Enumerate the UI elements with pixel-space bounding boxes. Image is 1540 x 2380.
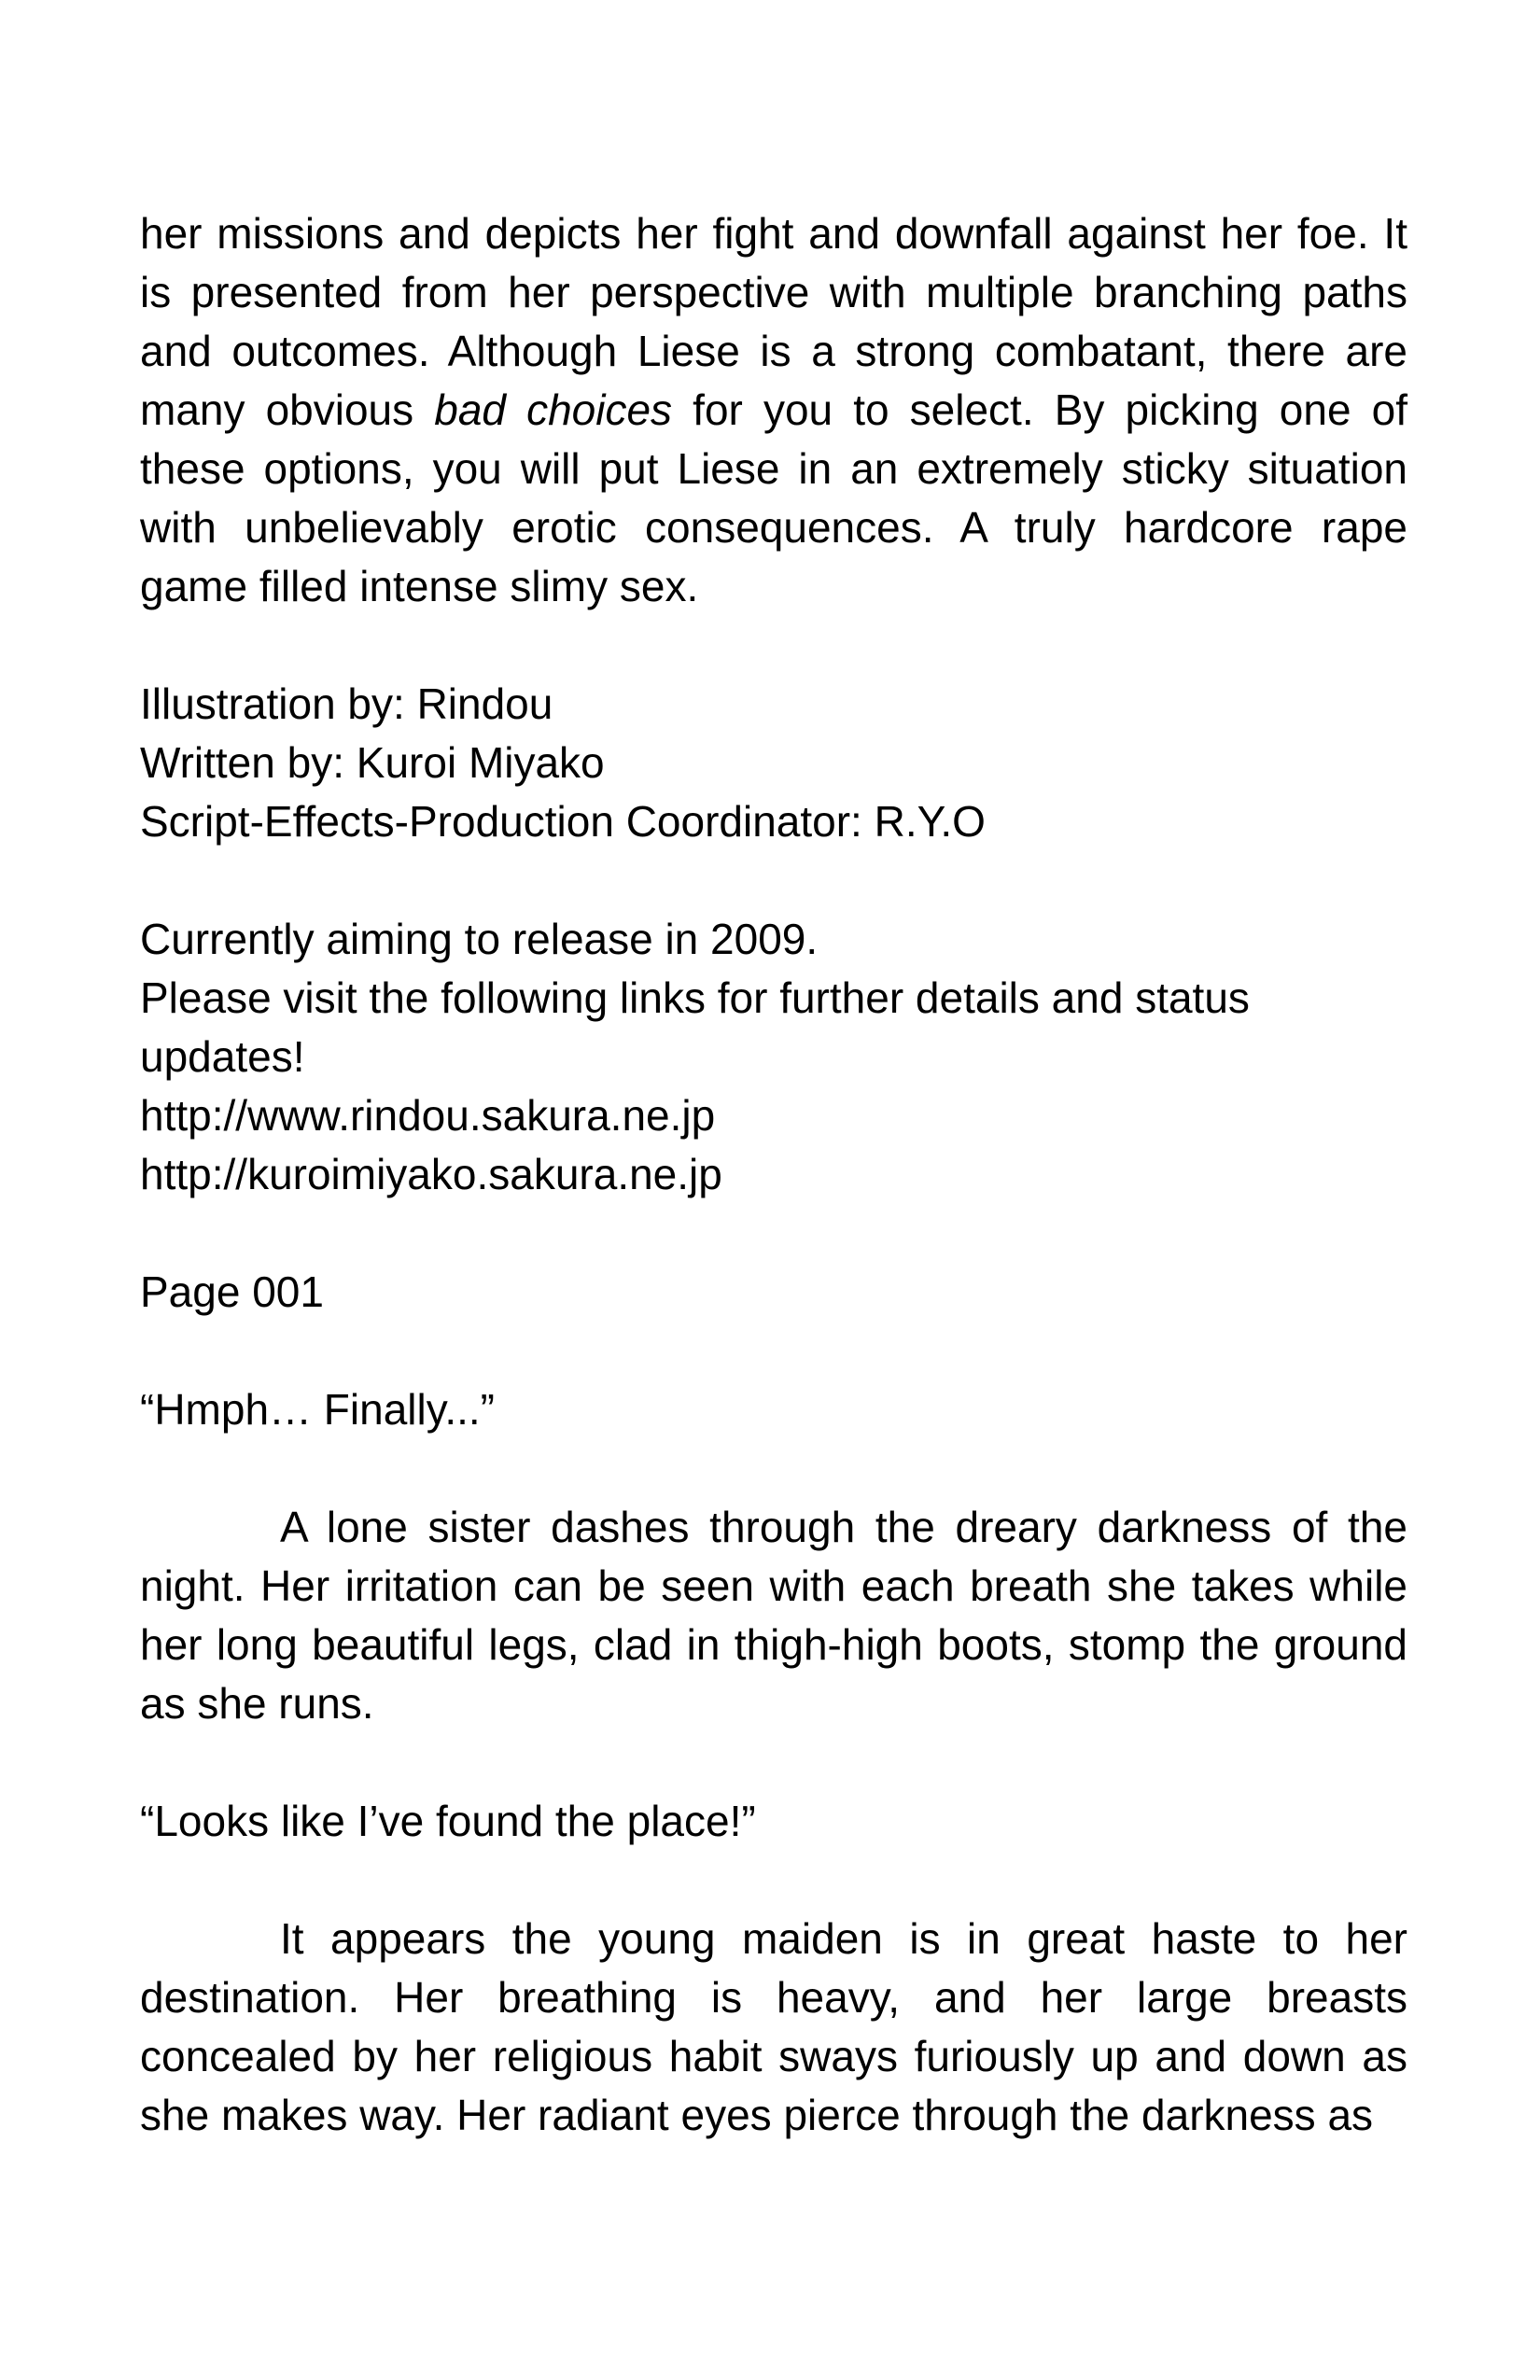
dialogue-line-2: “Looks like I’ve found the place!” [140,1797,756,1845]
narration-paragraph-2: It appears the young maiden is in great haste to her destination. Her breathing is heavy, and her large breasts concealed by her religious habit sways furiously up and down as she makes way. Her radiant eyes pierce through the darkness as [140,1914,1407,2139]
release-links-note: Please visit the following links for further details and status updates! [140,973,1250,1081]
intro-text-before: her missions and depicts her fight and downfall against her foe. It is presented from her perspective with multiple branching paths and outcomes. Although Liese is a strong combatant, there are many obvious [140,209,1407,434]
release-link-rindou: http://www.rindou.sakura.ne.jp [140,1091,716,1140]
narration-paragraph-1: A lone sister dashes through the dreary darkness of the night. Her irritation can be seen with each breath she takes while her long beautiful legs, clad in thigh-high boots, stomp the ground as she runs. [140,1503,1407,1728]
release-info-block [140,910,1407,1204]
page-marker: Page 001 [140,1267,324,1316]
release-link-kuroimiyako: http://kuroimiyako.sakura.ne.jp [140,1150,722,1198]
intro-paragraph [140,204,1407,616]
intro-text-italic: bad choices [434,385,673,434]
credits-block [140,675,1407,851]
credit-illustration: Illustration by: Rindou [140,679,553,728]
dialogue-line-1: “Hmph… Finally...” [140,1385,495,1434]
credit-writer: Written by: Kuroi Miyako [140,738,605,787]
intro-text-after: for you to select. By picking one of these options, you will put Liese in an extremely sticky situation with unbelievably erotic consequences. A truly hardcore rape game filled intense slimy sex. [140,385,1407,610]
credit-coordinator: Script-Effects-Production Coordinator: R.Y.O [140,797,986,846]
release-target-line: Currently aiming to release in 2009. [140,915,819,963]
